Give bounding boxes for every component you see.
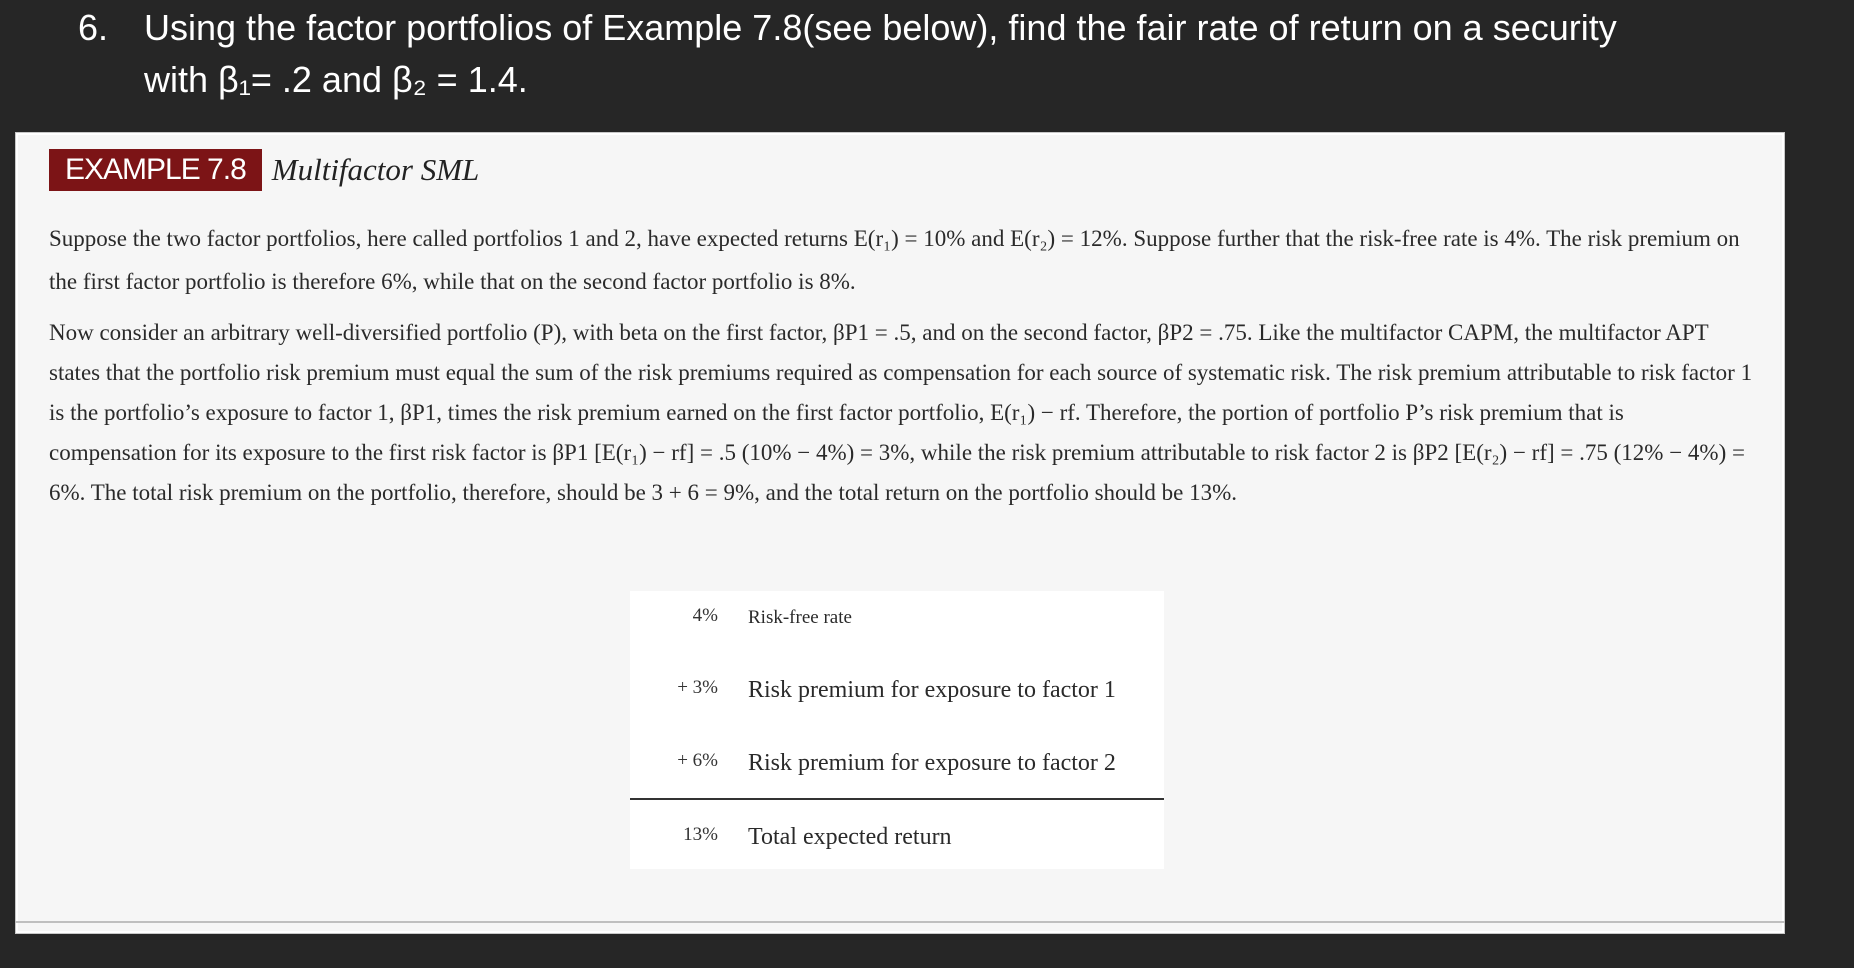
- example-paragraph-1: Suppose the two factor portfolios, here called portfolios 1 and 2, have expected returns E(r₁) = 10% and E(r₂) = 12%. Suppose further that the risk-free rate is 4%. The risk premium on the first factor portfolio is therefore 6%, while that on the second factor portfolio is 8%.: [49, 226, 1740, 294]
- return-breakdown-table: [630, 591, 1164, 869]
- example-panel: [15, 132, 1785, 934]
- table-row: [630, 736, 1164, 796]
- row-amount: + 3%: [677, 677, 718, 698]
- table-row: [630, 810, 1164, 870]
- example-paragraph-2: Now consider an arbitrary well-diversified portfolio (P), with beta on the first factor, βP1 = .5, and on the second factor, βP2 = .75. Like the multifactor CAPM, the multifactor APT states that the portfolio risk premium must equal the sum of the risk premiums required as compensation for each source of systematic risk. The risk premium attributable to risk factor 1 is the portfolio’s exposure to factor 1, βP1, times the risk premium earned on the first factor portfolio, E(r₁) − rf. Therefore, the portion of portfolio P’s risk premium that is compensation for its exposure to the first risk factor is βP1 [E(r₁) − rf] = .5 (10% − 4%) = 3%, while the risk premium attributable to risk factor 2 is βP2 [E(r₂) − rf] = .75 (12% − 4%) = 6%. The total risk premium on the portfolio, therefore, should be 3 + 6 = 9%, and the total return on the portfolio should be 13%.: [49, 320, 1753, 505]
- row-label: Risk premium for exposure to factor 1: [748, 677, 1116, 703]
- question-number: 6.: [78, 7, 109, 48]
- row-amount: + 6%: [677, 750, 718, 771]
- sum-divider: [630, 798, 1164, 800]
- table-row: [630, 663, 1164, 723]
- row-amount: 13%: [683, 824, 718, 845]
- row-label: Risk-free rate: [748, 607, 852, 628]
- example-tag: EXAMPLE 7.8: [49, 149, 262, 191]
- row-label: Total expected return: [748, 824, 952, 850]
- row-amount: 4%: [692, 605, 718, 626]
- table-row: [630, 591, 1164, 651]
- example-header: [49, 149, 479, 191]
- panel-bottom-border: [15, 921, 1785, 923]
- row-label: Risk premium for exposure to factor 2: [748, 750, 1116, 776]
- question-text-line-2: with β₁= .2 and β₂ = 1.4.: [144, 59, 528, 100]
- example-title: Multifactor SML: [271, 152, 480, 187]
- question-text-line-1: Using the factor portfolios of Example 7.8(see below), find the fair rate of return on a security: [144, 7, 1617, 48]
